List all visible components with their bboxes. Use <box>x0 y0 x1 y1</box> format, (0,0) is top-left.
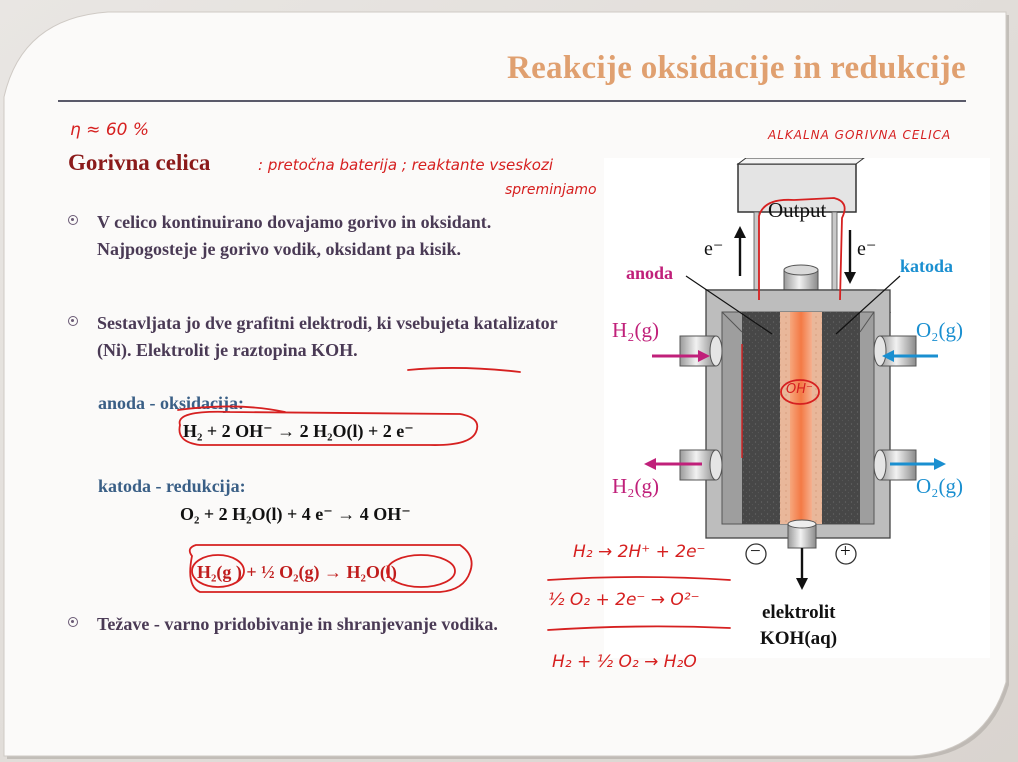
anode-figure-label: anoda <box>626 263 674 283</box>
handwritten-note-line1: : pretočna baterija ; reaktante vseskozi <box>258 156 553 174</box>
o2-inlet-label: O₂(g) <box>916 318 963 342</box>
anode-equation: H₂ + 2 OH⁻ → 2 H₂O(l) + 2 e⁻ <box>183 421 414 441</box>
positive-terminal: + <box>840 541 851 562</box>
overall-equation: H₂(g ) + ½ O₂(g) → H₂O(l) <box>197 562 397 582</box>
output-label: Output <box>768 198 827 222</box>
handwritten-equation-1: H₂ → 2H⁺ + 2e⁻ <box>573 542 706 562</box>
o2-outlet-label: O₂(g) <box>916 474 963 498</box>
handwritten-efficiency: η ≈ 60 % <box>70 120 150 140</box>
handwritten-cell-type: ALKALNA GORIVNA CELICA <box>768 128 952 142</box>
anode-label: anoda - oksidacija: <box>98 393 245 413</box>
negative-terminal: − <box>750 541 761 562</box>
cathode-label: katoda - redukcija: <box>98 476 246 496</box>
handwritten-equation-2: ½ O₂ + 2e⁻ → O²⁻ <box>548 590 700 610</box>
slide-title: Reakcije oksidacije in redukcije <box>506 50 966 86</box>
bullet-text: V celico kontinuirano dovajamo gorivo in oksidant. Najpogosteje je gorivo vodik, oksidant pa kisik. <box>97 212 492 259</box>
cathode-equation: O₂ + 2 H₂O(l) + 4 e⁻ → 4 OH⁻ <box>180 504 411 524</box>
electron-right-label: e⁻ <box>857 238 877 260</box>
electrolyte-formula: KOH(aq) <box>760 628 838 649</box>
bullet-text: Sestavljata jo dve grafitni elektrodi, ki vsebujeta katalizator (Ni). Elektrolit je raztopina KOH. <box>97 313 558 360</box>
electrolyte-label: elektrolit <box>762 602 836 623</box>
handwritten-note-line2: spreminjamo <box>505 182 597 198</box>
h2-inlet-label: H₂(g) <box>612 318 659 342</box>
handwritten-equation-3: H₂ + ½ O₂ → H₂O <box>552 652 697 672</box>
bullet-text: Težave - varno pridobivanje in shranjevanje vodika. <box>97 614 498 634</box>
cathode-figure-label: katoda <box>900 256 954 276</box>
h2-outlet-label: H₂(g) <box>612 474 659 498</box>
handwritten-ion-label: OH⁻ <box>786 382 813 397</box>
section-heading: Gorivna celica <box>68 150 211 175</box>
electron-left-label: e⁻ <box>704 238 724 260</box>
